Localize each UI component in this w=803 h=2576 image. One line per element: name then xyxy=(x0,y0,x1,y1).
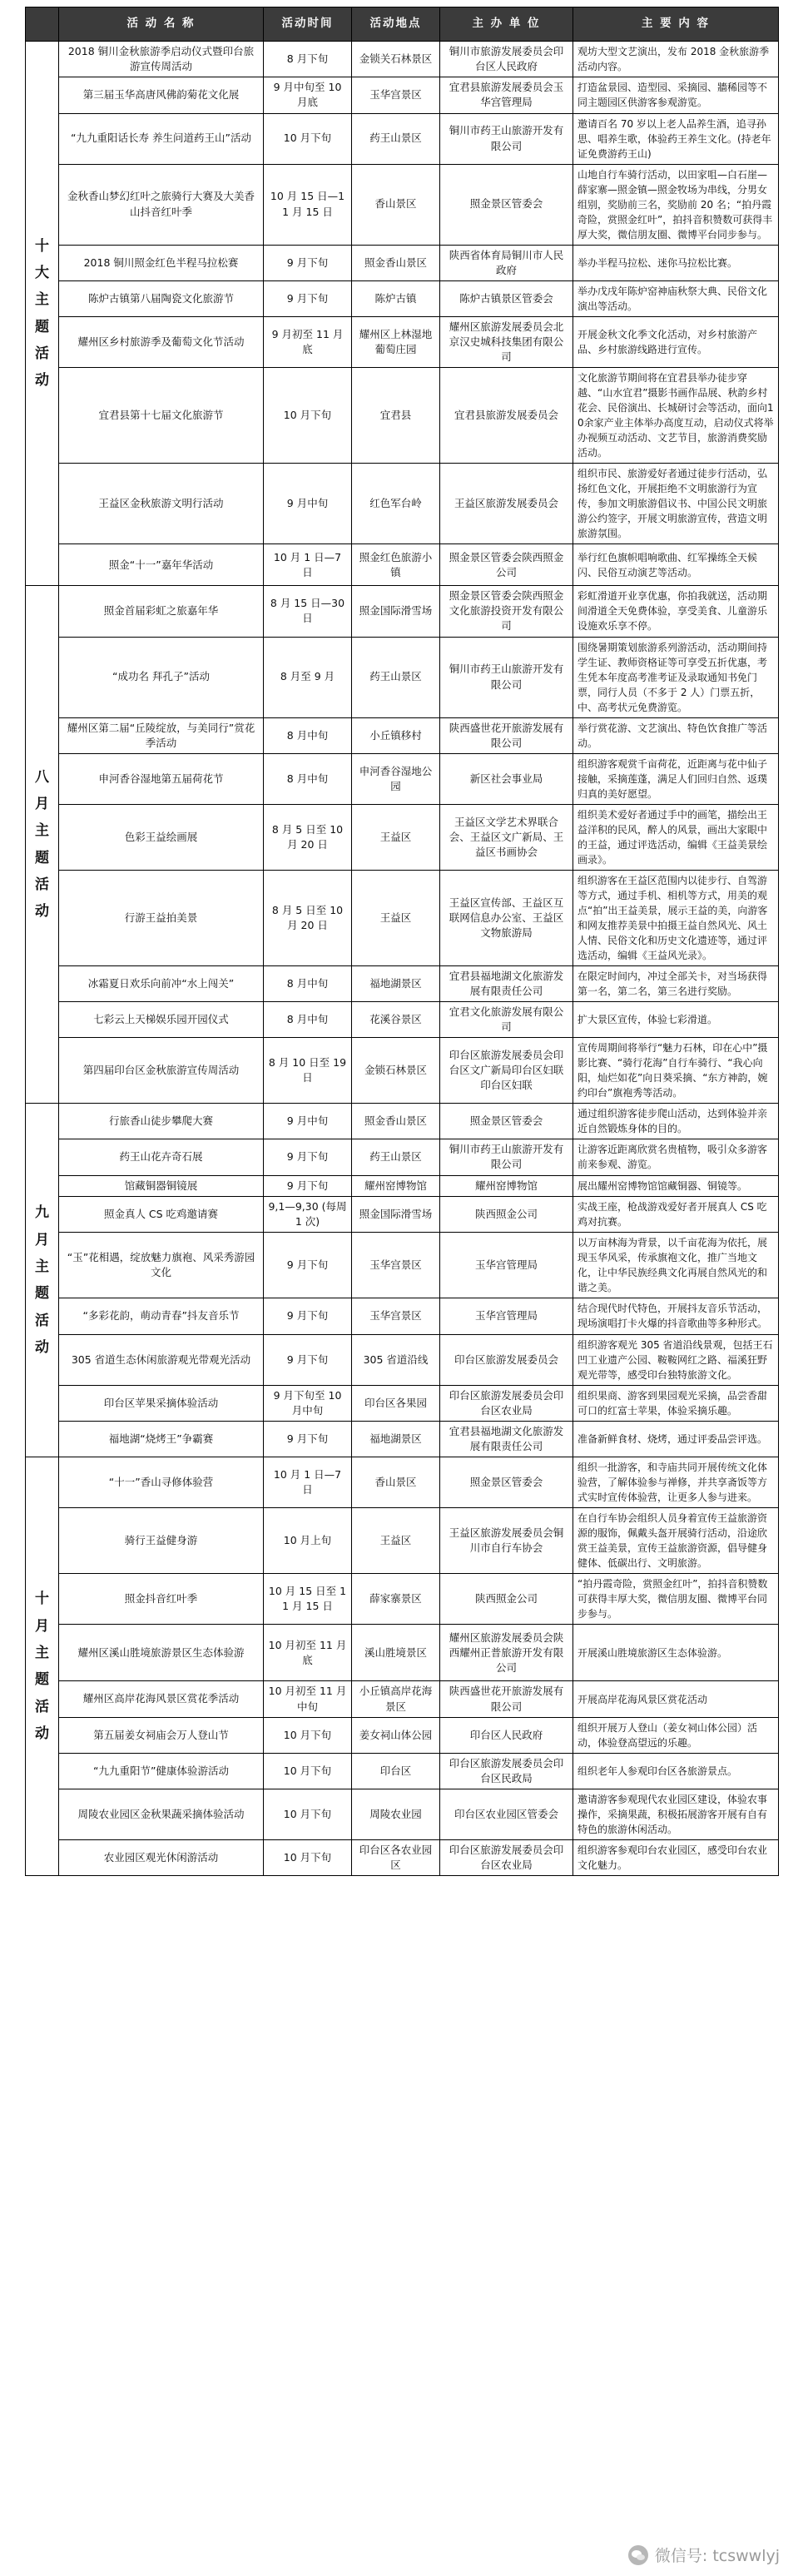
activity-name: “九九重阳节”健康体验游活动 xyxy=(59,1753,264,1789)
header-name: 活 动 名 称 xyxy=(59,7,264,42)
activity-time: 8 月中旬 xyxy=(264,753,352,804)
activity-place: 王益区 xyxy=(352,1508,440,1574)
activity-name: “多彩花韵，萌动青春”抖友音乐节 xyxy=(59,1298,264,1334)
activity-time: 10 月上旬 xyxy=(264,1508,352,1574)
activity-time: 9,1—9,30 (每周 1 次) xyxy=(264,1196,352,1232)
activity-name: 耀州区高岸花海风景区赏花季活动 xyxy=(59,1681,264,1717)
activity-name: 305 省道生态休闲旅游观光带观光活动 xyxy=(59,1334,264,1385)
group-label: 十 月 主 题 活 动 xyxy=(26,1457,59,1876)
activity-place: 照金国际滑雪场 xyxy=(352,1196,440,1232)
activity-name: 第四届印台区金秋旅游宣传周活动 xyxy=(59,1038,264,1104)
activity-time: 10 月初至 11 月中旬 xyxy=(264,1681,352,1717)
activity-organizer: 耀州窑博物馆 xyxy=(440,1175,573,1196)
activity-place: 溪山胜境景区 xyxy=(352,1625,440,1681)
activity-time: 9 月中旬 xyxy=(264,1104,352,1139)
table-row xyxy=(26,586,779,637)
activity-time: 10 月 15 日至 11 月 15 日 xyxy=(264,1574,352,1625)
activity-organizer: 陈炉古镇景区管委会 xyxy=(440,280,573,316)
activity-name: 照金“十一”嘉年华活动 xyxy=(59,544,264,586)
table-row xyxy=(26,1753,779,1789)
activity-place: 玉华宫景区 xyxy=(352,1232,440,1298)
table-row xyxy=(26,1196,779,1232)
activity-name: 宜君县第十七届文化旅游节 xyxy=(59,368,264,464)
activity-name: 陈炉古镇第八届陶瓷文化旅游节 xyxy=(59,280,264,316)
activity-organizer: 铜川市药王山旅游开发有限公司 xyxy=(440,113,573,164)
activity-organizer: 玉华宫管理局 xyxy=(440,1298,573,1334)
activity-time: 10 月下旬 xyxy=(264,113,352,164)
activity-time: 8 月下旬 xyxy=(264,42,352,77)
activity-content: 准备新鲜食材、烧烤，通过评委品尝评选。 xyxy=(573,1422,779,1457)
activity-place: 申河香谷湿地公园 xyxy=(352,753,440,804)
activity-content: 组织游客观赏千亩荷花，近距离与花中仙子接触，采摘莲蓬，满足人们回归自然、返璞归真的美好愿望。 xyxy=(573,753,779,804)
activity-content: 邀请百名 70 岁以上老人品养生酒，追寻孙思、唱养生歌，体验药王养生文化。(持老年证免费游药王山) xyxy=(573,113,779,164)
table-row xyxy=(26,42,779,77)
watermark-text: 微信号: tcswwlyj xyxy=(654,2547,780,2565)
table-row xyxy=(26,464,779,544)
activity-name: 骑行王益健身游 xyxy=(59,1508,264,1574)
activity-place: 薛家寨景区 xyxy=(352,1574,440,1625)
table-row xyxy=(26,1139,779,1175)
table-row xyxy=(26,245,779,280)
watermark xyxy=(628,2544,780,2566)
activity-name: “成功名 拜孔子”活动 xyxy=(59,637,264,717)
activity-content: 山地自行车骑行活动，以田家咀—白石崖—薛家寨—照金镇—照金牧场为串线，分男女组别，奖励前三名，奖励前 20 名；“拍丹霞奇险，赏照金红叶”，拍抖音积赞数可获得丰厚大奖，微信朋友圈、微博平台同步参与。 xyxy=(573,164,779,245)
table-row xyxy=(26,1175,779,1196)
activity-place: 耀州区上林湿地葡萄庄园 xyxy=(352,316,440,367)
activity-content: 组织开展万人登山（姜女祠山体公园）活动，体验登高望远的乐趣。 xyxy=(573,1717,779,1753)
activity-content: 组织美术爱好者通过手中的画笔，描绘出王益洋积的民风，醉人的风景，画出大家眼中的王益，通过评选活动，编辑《王益美景绘画录》。 xyxy=(573,804,779,870)
table-row xyxy=(26,1232,779,1298)
activity-name: 福地湖“烧烤王”争霸赛 xyxy=(59,1422,264,1457)
activity-name: 2018 铜川金秋旅游季启动仪式暨印台旅游宣传周活动 xyxy=(59,42,264,77)
activity-place: 印台区 xyxy=(352,1753,440,1789)
activity-content: 让游客近距离欣赏名贵植物，吸引众多游客前来参观、游览。 xyxy=(573,1139,779,1175)
group-label: 十 大 主 题 活 动 xyxy=(26,42,59,586)
activity-organizer: 王益区文学艺术界联合会、王益区文广新局、王益区书画协会 xyxy=(440,804,573,870)
activity-place: 王益区 xyxy=(352,804,440,870)
activity-name: 冰霜夏日欢乐向前冲“水上闯关” xyxy=(59,965,264,1001)
activity-content: 举行赏花游、文艺演出、特色饮食推广等活动。 xyxy=(573,717,779,753)
activity-organizer: 照金景区管委会 xyxy=(440,1457,573,1508)
activity-place: 花溪谷景区 xyxy=(352,1002,440,1038)
activity-name: 照金真人 CS 吃鸡邀请赛 xyxy=(59,1196,264,1232)
activity-place: 陈炉古镇 xyxy=(352,280,440,316)
table-row xyxy=(26,316,779,367)
activity-organizer: 照金景区管委会陕西照金公司 xyxy=(440,544,573,586)
table-row xyxy=(26,1508,779,1574)
table-header-row xyxy=(26,7,779,42)
table-row xyxy=(26,1002,779,1038)
activity-name: 2018 铜川照金红色半程马拉松赛 xyxy=(59,245,264,280)
activity-organizer: 宜君县旅游发展委员会 xyxy=(440,368,573,464)
activity-place: 金锁石林景区 xyxy=(352,1038,440,1104)
table-row xyxy=(26,1789,779,1839)
activity-content: 开展金秋文化季文化活动，对乡村旅游产品、乡村旅游线路进行宣传。 xyxy=(573,316,779,367)
activity-organizer: 陕西照金公司 xyxy=(440,1574,573,1625)
activity-time: 9 月中旬 xyxy=(264,464,352,544)
activity-time: 10 月下旬 xyxy=(264,1789,352,1839)
activity-place: 药王山景区 xyxy=(352,113,440,164)
activity-name: 第五届姜女祠庙会万人登山节 xyxy=(59,1717,264,1753)
activity-place: 周陵农业园 xyxy=(352,1789,440,1839)
activity-name: 耀州区乡村旅游季及葡萄文化节活动 xyxy=(59,316,264,367)
activity-organizer: 照金景区管委会 xyxy=(440,1104,573,1139)
activity-name: 第三届玉华高唐风佛韵菊花文化展 xyxy=(59,77,264,113)
activity-time: 8 月至 9 月 xyxy=(264,637,352,717)
activity-place: 玉华宫景区 xyxy=(352,1298,440,1334)
activity-time: 10 月 1 日—7 日 xyxy=(264,1457,352,1508)
activity-organizer: 宜君县旅游发展委员会玉华宫管理局 xyxy=(440,77,573,113)
activity-organizer: 照金景区管委会陕西照金文化旅游投资开发有限公司 xyxy=(440,586,573,637)
activity-organizer: 印台区旅游发展委员会印台区民政局 xyxy=(440,1753,573,1789)
activity-content: 组织果商、游客到果园观光采摘，品尝香甜可口的红富士苹果，体验采摘乐趣。 xyxy=(573,1385,779,1421)
activity-organizer: 宜君县福地湖文化旅游发展有限责任公司 xyxy=(440,1422,573,1457)
activity-place: 福地湖景区 xyxy=(352,1422,440,1457)
table-row xyxy=(26,1717,779,1753)
activity-time: 9 月下旬至 10 月中旬 xyxy=(264,1385,352,1421)
activity-content: 组织老年人参观印台区各旅游景点。 xyxy=(573,1753,779,1789)
activity-name: 耀州区溪山胜境旅游景区生态体验游 xyxy=(59,1625,264,1681)
table-row xyxy=(26,164,779,245)
activity-organizer: 铜川市药王山旅游开发有限公司 xyxy=(440,637,573,717)
activity-schedule xyxy=(25,7,778,1876)
table-row xyxy=(26,1385,779,1421)
activity-time: 10 月 1 日—7 日 xyxy=(264,544,352,586)
table-row xyxy=(26,1334,779,1385)
activity-organizer: 印台区旅游发展委员会印台区农业局 xyxy=(440,1839,573,1875)
activity-place: 药王山景区 xyxy=(352,637,440,717)
activity-place: 照金国际滑雪场 xyxy=(352,586,440,637)
header-time: 活动时间 xyxy=(264,7,352,42)
activity-time: 9 月下旬 xyxy=(264,1334,352,1385)
group-label: 八 月 主 题 活 动 xyxy=(26,586,59,1104)
activity-name: 色彩王益绘画展 xyxy=(59,804,264,870)
activity-time: 9 月初至 11 月底 xyxy=(264,316,352,367)
activity-name: 行游王益拍美景 xyxy=(59,870,264,965)
activity-place: 照金香山景区 xyxy=(352,245,440,280)
activity-organizer: 陕西省体育局铜川市人民政府 xyxy=(440,245,573,280)
activity-place: 305 省道沿线 xyxy=(352,1334,440,1385)
table-row xyxy=(26,1457,779,1508)
activity-content: 通过组织游客徒步爬山活动，达到体验并亲近自然锻炼身体的目的。 xyxy=(573,1104,779,1139)
table-row xyxy=(26,870,779,965)
activity-time: 9 月下旬 xyxy=(264,1139,352,1175)
activity-content: 在自行车协会组织人员身着宣传王益旅游资源的服饰，佩戴头盔开展骑行活动，沿途欣赏王益美景，宣传王益旅游资源，倡导健身健体、低碳出行、文明旅游。 xyxy=(573,1508,779,1574)
table-row xyxy=(26,1038,779,1104)
activity-place: 宜君县 xyxy=(352,368,440,464)
activity-organizer: 宜君文化旅游发展有限公司 xyxy=(440,1002,573,1038)
activity-time: 9 月下旬 xyxy=(264,1175,352,1196)
table-row xyxy=(26,1839,779,1875)
activity-content: 实战王座，枪战游戏爱好者开展真人 CS 吃鸡对抗赛。 xyxy=(573,1196,779,1232)
activity-organizer: 陕西照金公司 xyxy=(440,1196,573,1232)
activity-place: 福地湖景区 xyxy=(352,965,440,1001)
activity-name: 照金首届彩虹之旅嘉年华 xyxy=(59,586,264,637)
activity-place: 药王山景区 xyxy=(352,1139,440,1175)
activity-name: 七彩云上天梯娱乐园开园仪式 xyxy=(59,1002,264,1038)
activity-content: 开展高岸花海风景区赏花活动 xyxy=(573,1681,779,1717)
activity-time: 8 月 5 日至 10 月 20 日 xyxy=(264,804,352,870)
activity-organizer: 印台区旅游发展委员会 xyxy=(440,1334,573,1385)
activity-content: 邀请游客参观现代农业园区建设，体验农事操作，采摘果蔬，积极拓展游客开展有自有特色的旅游休闲活动。 xyxy=(573,1789,779,1839)
activity-content: 扩大景区宣传，体验七彩滑道。 xyxy=(573,1002,779,1038)
activity-name: 金秋香山梦幻红叶之旅骑行大赛及大美香山抖音红叶季 xyxy=(59,164,264,245)
activity-organizer: 陕西盛世花开旅游发展有限公司 xyxy=(440,717,573,753)
activity-organizer: 铜川市旅游发展委员会印台区人民政府 xyxy=(440,42,573,77)
activity-place: 小丘镇高岸花海景区 xyxy=(352,1681,440,1717)
activity-place: 玉华宫景区 xyxy=(352,77,440,113)
activity-name: 照金抖音红叶季 xyxy=(59,1574,264,1625)
activity-name: 馆藏铜器铜镜展 xyxy=(59,1175,264,1196)
table-row xyxy=(26,1422,779,1457)
table-row xyxy=(26,113,779,164)
table-row xyxy=(26,280,779,316)
activity-organizer: 新区社会事业局 xyxy=(440,753,573,804)
table-row xyxy=(26,753,779,804)
activity-name: 周陵农业园区金秋果蔬采摘体验活动 xyxy=(59,1789,264,1839)
table-row xyxy=(26,1298,779,1334)
activity-content: 宣传周期间将举行“魅力石林，印在心中”摄影比赛、“骑行花海”自行车骑行、“我心向阳，灿烂如花”向日葵采摘、“东方神韵，婉约印台”旗袍秀等活动。 xyxy=(573,1038,779,1104)
activity-time: 8 月 5 日至 10 月 20 日 xyxy=(264,870,352,965)
activity-organizer: 印台区人民政府 xyxy=(440,1717,573,1753)
activity-organizer: 陕西盛世花开旅游发展有限公司 xyxy=(440,1681,573,1717)
activity-name: 印台区苹果采摘体验活动 xyxy=(59,1385,264,1421)
activity-time: 9 月下旬 xyxy=(264,1298,352,1334)
group-label: 九 月 主 题 活 动 xyxy=(26,1104,59,1457)
activity-content: 彩虹滑道开业享优惠，你拍我就送，活动期间滑道全天免费体验，享受美食、儿童游乐设施欢乐享不停。 xyxy=(573,586,779,637)
activity-content: 打造盆景园、造型园、采摘园、牆稀园等不同主题园区供游客参观游览。 xyxy=(573,77,779,113)
activity-place: 金锁关石林景区 xyxy=(352,42,440,77)
activity-organizer: 耀州区旅游发展委员会陕西耀州正普旅游开发有限公司 xyxy=(440,1625,573,1681)
table-row xyxy=(26,368,779,464)
activity-content: 在限定时间内，冲过全部关卡，对当场获得第一名，第二名，第三名进行奖励。 xyxy=(573,965,779,1001)
header-organizer: 主 办 单 位 xyxy=(440,7,573,42)
activity-organizer: 耀州区旅游发展委员会北京汉史城科技集团有限公司 xyxy=(440,316,573,367)
activity-content: “拍丹霞奇险，赏照金红叶”，拍抖音积赞数可获得丰厚大奖，微信朋友圈、微博平台同步参与。 xyxy=(573,1574,779,1625)
table-row xyxy=(26,637,779,717)
activity-name: 药王山花卉奇石展 xyxy=(59,1139,264,1175)
activity-organizer: 王益区旅游发展委员会 xyxy=(440,464,573,544)
activity-content: 结合现代时代特色，开展抖友音乐节活动，现场演唱打卡火爆的抖音歌曲等多种形式。 xyxy=(573,1298,779,1334)
activity-organizer: 铜川市药王山旅游开发有限公司 xyxy=(440,1139,573,1175)
activity-content: 展出耀州窑博物馆馆藏铜器、铜镜等。 xyxy=(573,1175,779,1196)
activity-time: 8 月 10 日至 19 日 xyxy=(264,1038,352,1104)
activity-time: 9 月下旬 xyxy=(264,280,352,316)
activity-time: 9 月中旬至 10 月底 xyxy=(264,77,352,113)
activity-place: 红色军台岭 xyxy=(352,464,440,544)
activity-content: 举办戊戌年陈炉窑神庙秋祭大典、民俗文化演出等活动。 xyxy=(573,280,779,316)
activity-place: 香山景区 xyxy=(352,164,440,245)
activity-time: 10 月下旬 xyxy=(264,1753,352,1789)
activity-organizer: 印台区旅游发展委员会印台区农业局 xyxy=(440,1385,573,1421)
table-body xyxy=(26,42,779,1876)
activity-organizer: 印台区旅游发展委员会印台区文广新局印台区妇联印台区妇联 xyxy=(440,1038,573,1104)
activity-table xyxy=(25,7,779,1876)
activity-time: 9 月下旬 xyxy=(264,1422,352,1457)
activity-place: 印台区各果园 xyxy=(352,1385,440,1421)
header-group xyxy=(26,7,59,42)
activity-content: 组织游客观光 305 省道沿线景观，包括王石凹工业遗产公园、鞍鞍网红之路、福溪狂野观光带等，感受印台独特旅游文化。 xyxy=(573,1334,779,1385)
activity-time: 8 月中旬 xyxy=(264,1002,352,1038)
activity-time: 10 月下旬 xyxy=(264,1839,352,1875)
activity-name: 申河香谷湿地第五届荷花节 xyxy=(59,753,264,804)
activity-content: 开展溪山胜境旅游区生态体验游。 xyxy=(573,1625,779,1681)
activity-place: 耀州窑博物馆 xyxy=(352,1175,440,1196)
activity-name: 王益区金秋旅游文明行活动 xyxy=(59,464,264,544)
table-row xyxy=(26,77,779,113)
activity-name: “玉”花相遇，绽放魅力旗袍、风采秀游园文化 xyxy=(59,1232,264,1298)
activity-place: 王益区 xyxy=(352,870,440,965)
activity-time: 10 月下旬 xyxy=(264,368,352,464)
activity-time: 9 月下旬 xyxy=(264,245,352,280)
activity-name: “十一”香山寻修体验营 xyxy=(59,1457,264,1508)
activity-time: 9 月下旬 xyxy=(264,1232,352,1298)
table-row xyxy=(26,1625,779,1681)
activity-name: 耀州区第二届“丘陵绽放，与美同行”赏花季活动 xyxy=(59,717,264,753)
activity-content: 组织市民、旅游爱好者通过徒步行活动，弘扬红色文化，开展拒绝不文明旅游行为宣传，参加文明旅游倡议书、中国公民文明旅游公约签字，开展文明旅游宣传，营造文明旅游氛围。 xyxy=(573,464,779,544)
activity-organizer: 照金景区管委会 xyxy=(440,164,573,245)
activity-place: 照金香山景区 xyxy=(352,1104,440,1139)
table-row xyxy=(26,965,779,1001)
activity-time: 10 月下旬 xyxy=(264,1717,352,1753)
activity-time: 10 月 15 日—11 月 15 日 xyxy=(264,164,352,245)
activity-organizer: 宜君县福地湖文化旅游发展有限责任公司 xyxy=(440,965,573,1001)
table-row xyxy=(26,544,779,586)
table-row xyxy=(26,1681,779,1717)
activity-time: 8 月中旬 xyxy=(264,717,352,753)
activity-time: 10 月初至 11 月底 xyxy=(264,1625,352,1681)
activity-organizer: 王益区宣传部、王益区互联网信息办公室、王益区文物旅游局 xyxy=(440,870,573,965)
activity-place: 照金红色旅游小镇 xyxy=(352,544,440,586)
header-content: 主 要 内 容 xyxy=(573,7,779,42)
wechat-icon xyxy=(628,2545,648,2565)
table-row xyxy=(26,1574,779,1625)
activity-organizer: 玉华宫管理局 xyxy=(440,1232,573,1298)
activity-content: 文化旅游节期间将在宜君县举办徒步穿越、“山水宜君”摄影书画作品展、秋韵乡村花会、民俗演出、长城研讨会等活动，面向10余家产业主体举办高度互动，启动仪式将举办视频互动活动、文艺节目，旅游消费奖励活动。 xyxy=(573,368,779,464)
activity-organizer: 王益区旅游发展委员会铜川市自行车协会 xyxy=(440,1508,573,1574)
header-place: 活动地点 xyxy=(352,7,440,42)
activity-place: 印台区各农业园区 xyxy=(352,1839,440,1875)
activity-place: 香山景区 xyxy=(352,1457,440,1508)
activity-place: 姜女祠山体公园 xyxy=(352,1717,440,1753)
activity-content: 举行红色旗帜唱响歌曲、红军操练全天候闪、民俗互动演艺等活动。 xyxy=(573,544,779,586)
activity-name: “九九重阳话长寿 养生问道药王山”活动 xyxy=(59,113,264,164)
activity-content: 举办半程马拉松、迷你马拉松比赛。 xyxy=(573,245,779,280)
activity-content: 组织游客参观印台农业园区，感受印台农业文化魅力。 xyxy=(573,1839,779,1875)
activity-time: 8 月 15 日—30 日 xyxy=(264,586,352,637)
activity-name: 行旅香山徒步攀爬大赛 xyxy=(59,1104,264,1139)
activity-name: 农业园区观光休闲游活动 xyxy=(59,1839,264,1875)
activity-time: 8 月中旬 xyxy=(264,965,352,1001)
activity-content: 以万亩林海为背景，以千亩花海为依托，展现玉华风采，传承旗袍文化，推广当地文化，让中华民族经典文化再展自然风光的和谐之美。 xyxy=(573,1232,779,1298)
table-row xyxy=(26,1104,779,1139)
activity-organizer: 印台区农业园区管委会 xyxy=(440,1789,573,1839)
activity-content: 观坊大型文艺演出，发布 2018 金秋旅游季活动内容。 xyxy=(573,42,779,77)
activity-content: 围绕暑期策划旅游系列游活动，活动期间持学生证、教师资格证等可享受五折优惠，考生凭本年度高考准考证及录取通知书免门票，同行人员（不多于 2 人）门票五折，中、高考状元免费游览。 xyxy=(573,637,779,717)
table-row xyxy=(26,804,779,870)
activity-place: 小丘镇移村 xyxy=(352,717,440,753)
activity-content: 组织游客在王益区范围内以徒步行、自驾游等方式，通过手机、相机等方式，用美的观点“拍”出王益美景，展示王益的美，向游客和网友推荐美景中拍摄王益自然风光、风土人情、民俗文化和历史文化遗迹等，通过评选活动，编辑《王益风光录》。 xyxy=(573,870,779,965)
activity-content: 组织一批游客，和寺庙共同开展传统文化体验营，了解体验参与禅修，并共享斋饭等方式实时宣传体验营，让更多人参与进来。 xyxy=(573,1457,779,1508)
table-row xyxy=(26,717,779,753)
